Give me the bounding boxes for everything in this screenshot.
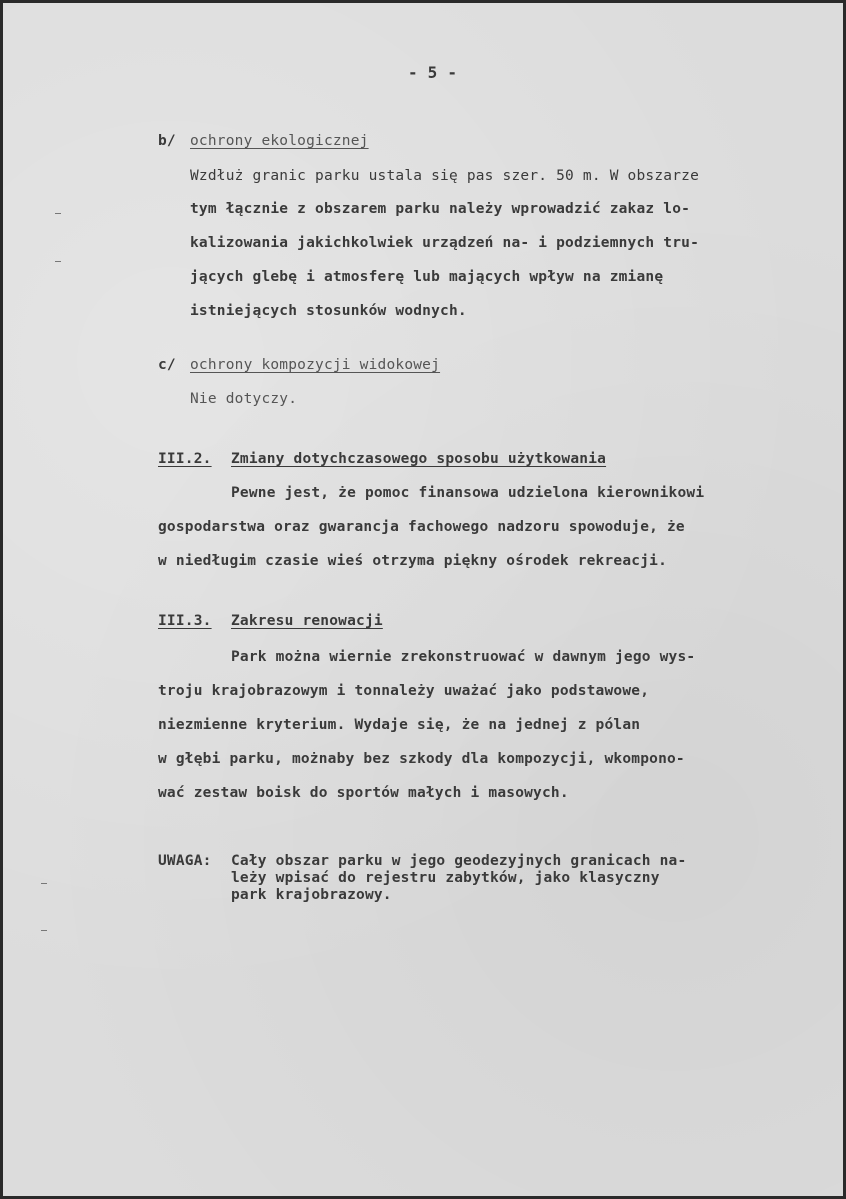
note-label: UWAGA: [158,853,212,869]
margin-tick [41,883,47,884]
section-c-heading: ochrony kompozycji widokowej [190,357,441,373]
section-b-line-3: kalizowania jakichkolwiek urządzeń na- i podziemnych tru- [190,235,699,251]
section-iii2-number: III.2. [158,451,212,467]
note-line-2: leży wpisać do rejestru zabytków, jako klasyczny [231,870,660,886]
section-b-heading: ochrony ekologicznej [190,133,369,149]
section-iii2-heading: Zmiany dotychczasowego sposobu użytkowania [231,451,607,467]
margin-tick [55,213,61,214]
section-iii3-line-3: niezmienne kryterium. Wydaje się, że na jednej z pólan [158,717,641,733]
section-iii3-number: III.3. [158,613,212,629]
note-line-3: park krajobrazowy. [231,887,392,903]
section-b-line-4: jących glebę i atmosferę lub mających wpływ na zmianę [190,269,664,285]
section-iii2-line-1: Pewne jest, że pomoc finansowa udzielona kierownikowi [231,485,705,501]
note-line-1: Cały obszar parku w jego geodezyjnych granicach na- [231,853,687,869]
section-iii3-line-2: troju krajobrazowym i tonnależy uważać jako podstawowe, [158,683,650,699]
section-iii3-line-5: wać zestaw boisk do sportów małych i masowych. [158,785,569,801]
document-page [3,3,843,1196]
section-iii2-line-2: gospodarstwa oraz gwarancja fachowego nadzoru spowoduje, że [158,519,685,535]
section-b-line-2: tym łącznie z obszarem parku należy wprowadzić zakaz lo- [190,201,691,217]
section-iii3-line-1: Park można wiernie zrekonstruować w dawnym jego wys- [231,649,696,665]
section-iii3-line-4: w głębi parku, możnaby bez szkody dla kompozycji, wkompono- [158,751,685,767]
margin-tick [41,930,47,931]
section-b-line-5: istniejących stosunków wodnych. [190,303,467,319]
section-iii2-line-3: w niedługim czasie wieś otrzyma piękny ośrodek rekreacji. [158,553,667,569]
section-c-line-1: Nie dotyczy. [190,391,298,407]
section-b-marker: b/ [158,133,176,149]
section-iii3-heading: Zakresu renowacji [231,613,383,629]
page-number: - 5 - [408,63,458,82]
margin-tick [55,261,61,262]
section-c-marker: c/ [158,357,176,373]
section-b-line-1: Wzdłuż granic parku ustala się pas szer. 50 m. W obszarze [190,168,699,184]
